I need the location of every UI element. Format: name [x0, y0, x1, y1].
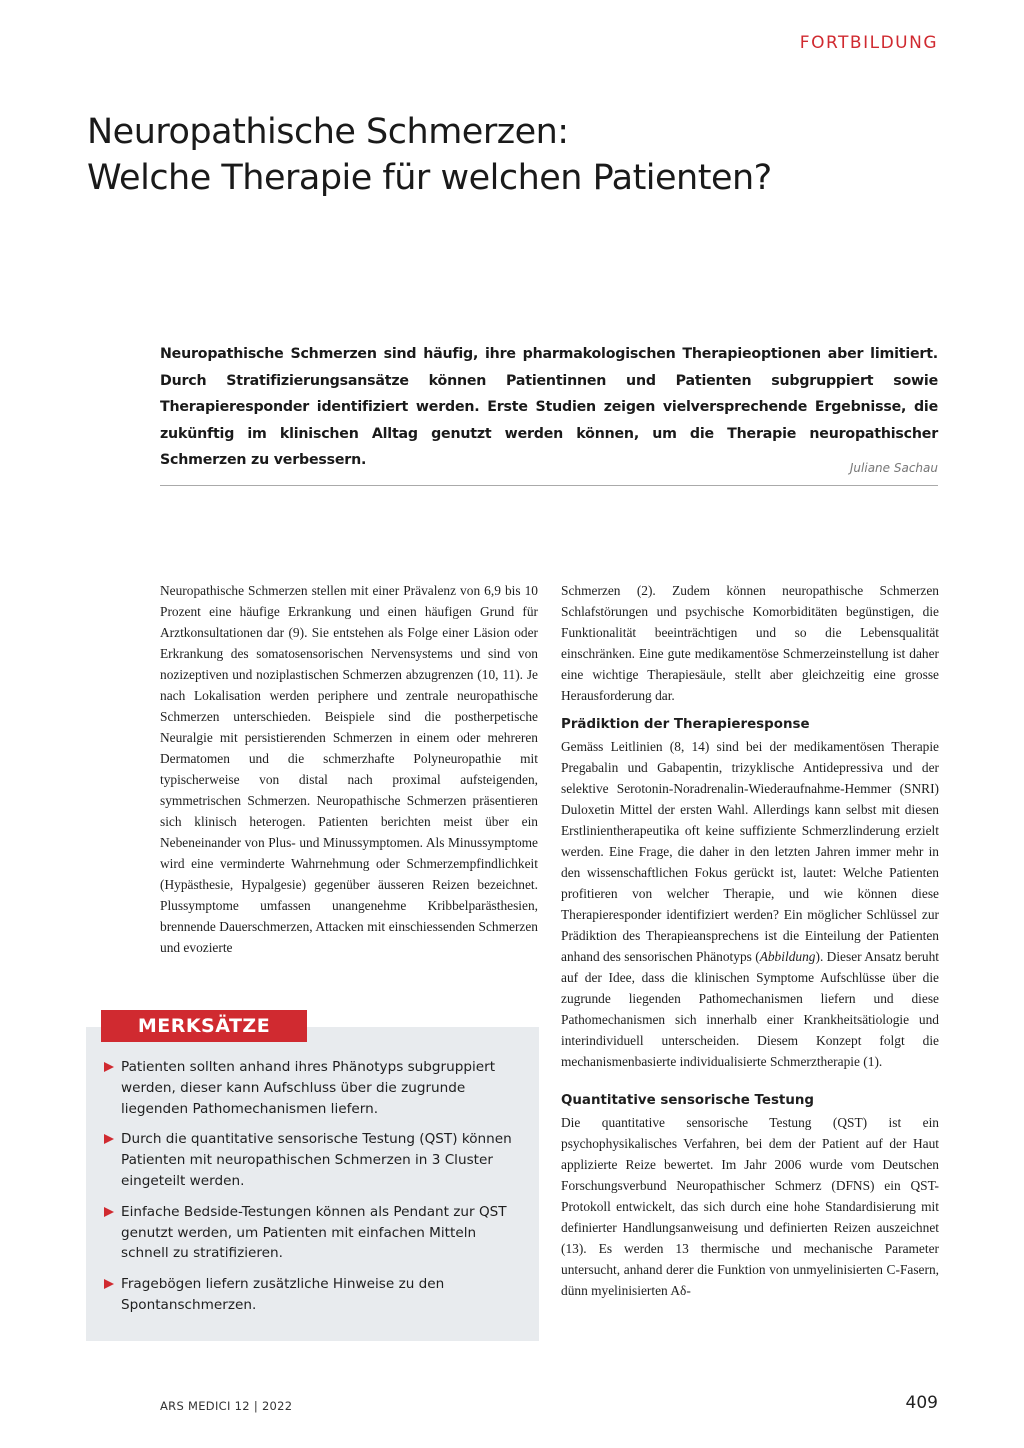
title-line-1: Neuropathische Schmerzen: [87, 112, 569, 152]
key-points-box [86, 1027, 539, 1341]
body-column-right [561, 580, 939, 1301]
list-item-text: Fragebögen liefern zusätzliche Hinweise zu den Spontanschmerzen. [121, 1276, 445, 1313]
body-paragraph [561, 736, 939, 1072]
divider [160, 485, 938, 486]
section-label: FORTBILDUNG [799, 33, 938, 53]
list-item [104, 1202, 528, 1264]
text-run: ). Dieser Ansatz beruht auf der Idee, dass die klinischen Symptome Aufschlüsse über die zugrunde liegenden Pathomechanismen liefern und diese Pathomechanismen sich innerhalb einer Krankheitsätiologie und interindividuell unterscheiden. Diesem Konzept folgt die mechanismenbasierte individualisierte Schmerztherapie (1). [561, 949, 940, 1069]
list-item [104, 1057, 528, 1119]
author-name: Juliane Sachau [849, 461, 938, 475]
journal-issue: ARS MEDICI 12 | 2022 [160, 1399, 293, 1413]
triangle-bullet-icon [104, 1134, 114, 1144]
article-title [87, 109, 947, 201]
triangle-bullet-icon [104, 1207, 114, 1217]
key-points-list [104, 1057, 528, 1326]
text-run: Gemäss Leitlinien (8, 14) sind bei der medikamentösen Therapie Pregabalin und Gabapentin, trizyklische Antidepressiva und der selektive Serotonin-Noradrenalin-Wiederaufnahme-Hemmer (SNRI) Duloxetin Mittel der ersten Wahl. Allerdings kann selbst mit diesen Erstlinientherapeutika oft keine suffiziente Schmerzlinderung erzielt werden. Eine Frage, die daher in den letzten Jahren immer mehr in den wissenschaftlichen Fokus gerückt ist, lautet: Welche Patienten profitieren von welcher Therapie, und wie können diese Therapieresponder identifiziert werden? Ein möglicher Schlüssel zur Prädiktion des Therapieansprechens ist die Einteilung der Patienten anhand des sensorischen Phänotyps ( [561, 739, 939, 964]
figure-reference: Abbildung [759, 949, 816, 964]
body-paragraph: Die quantitative sensorische Testung (QST) ist ein psychophysikalisches Verfahren, bei dem der Patient auf der Haut applizierte Reize bewertet. Im Jahr 2006 wurde vom Deutschen Forschungsverbund Neuropathischer Schmerz (DFNS) ein QST-Protokoll entwickelt, das sich durch eine hohe Standardisierung mit definierter Handlungsanweisung und definierten Reizen auszeichnet (13). Es werden 13 thermische und mechanische Parameter untersucht, anhand derer die Funktion von unmyelinisierten C-Fasern, dünn myelinisierten Aδ- [561, 1115, 939, 1298]
list-item-text: Patienten sollten anhand ihres Phänotyps subgruppiert werden, dieser kann Aufschluss über die zugrunde liegenden Pathomechanismen liefern. [121, 1059, 496, 1117]
triangle-bullet-icon [104, 1279, 114, 1289]
body-paragraph: Schmerzen (2). Zudem können neuropathische Schmerzen Schlafstörungen und psychische Komorbiditäten begünstigen, die Funktionalität beeinträchtigen und so die Lebensqualität einschränken. Eine gute medikamentöse Schmerzeinstellung ist daher eine wichtige Therapiesäule, stellt aber gleichzeitig eine grosse Herausforderung dar. [561, 583, 939, 703]
body-paragraph: Neuropathische Schmerzen stellen mit einer Prävalenz von 6,9 bis 10 Prozent eine häufige Erkrankung und einen häufigen Grund für Arztkonsultationen dar (9). Sie entstehen als Folge einer Läsion oder Erkrankung des somatosensorischen Nervensystems und sind von nozizeptiven und noziplastischen Schmerzen abzugrenzen (10, 11). Je nach Lokalisation werden periphere und zentrale neuropathische Schmerzen unterschieden. Beispiele sind die postherpetische Neuralgie mit persistierenden Schmerzen in einem oder mehreren Dermatomen und die schmerzhafte Polyneuropathie mit typischerweise von distal nach proximal aufsteigenden, symmetrischen Schmerzen. Neuropathische Schmerzen präsentieren sich klinisch heterogen. Patienten berichten meist über ein Nebeneinander von Plus- und Minussymptomen. Als Minussymptome wird eine verminderte Wahrnehmung oder Schmerzempfindlichkeit (Hypästhesie, Hypalgesie) gegenüber äusseren Reizen bezeichnet. Plussymptome umfassen unangenehme Kribbelparästhesien, brennende Dauerschmerzen, Attacken mit einschiessenden Schmerzen und evozierte [160, 583, 538, 955]
list-item [104, 1129, 528, 1191]
lead-paragraph: Neuropathische Schmerzen sind häufig, ihre pharmakologischen Therapieoptionen aber limitiert. Durch Stratifizierungsansätze können Patientinnen und Patienten subgruppiert sowie Therapieresponder identifiziert werden. Erste Studien zeigen vielversprechende Ergebnisse, die zukünftig im klinischen Alltag genutzt werden können, um die Therapie neuropathischer Schmerzen zu verbessern. [160, 346, 938, 468]
page-number: 409 [905, 1393, 938, 1413]
list-item [104, 1274, 528, 1316]
title-line-2: Welche Therapie für welchen Patienten? [87, 158, 772, 198]
list-item-text: Einfache Bedside-Testungen können als Pendant zur QST genutzt werden, um Patienten mit einfachen Mitteln schnell zu stratifizieren. [121, 1203, 507, 1262]
body-column-left [160, 580, 538, 958]
triangle-bullet-icon [104, 1062, 114, 1072]
key-points-title: MERKSÄTZE [101, 1010, 307, 1042]
section-heading: Prädiktion der Therapieresponse [561, 717, 810, 732]
list-item-text: Durch die quantitative sensorische Testung (QST) können Patienten mit neuropathischen Schmerzen in 3 Cluster eingeteilt werden. [121, 1131, 512, 1189]
section-heading: Quantitative sensorische Testung [561, 1093, 814, 1108]
